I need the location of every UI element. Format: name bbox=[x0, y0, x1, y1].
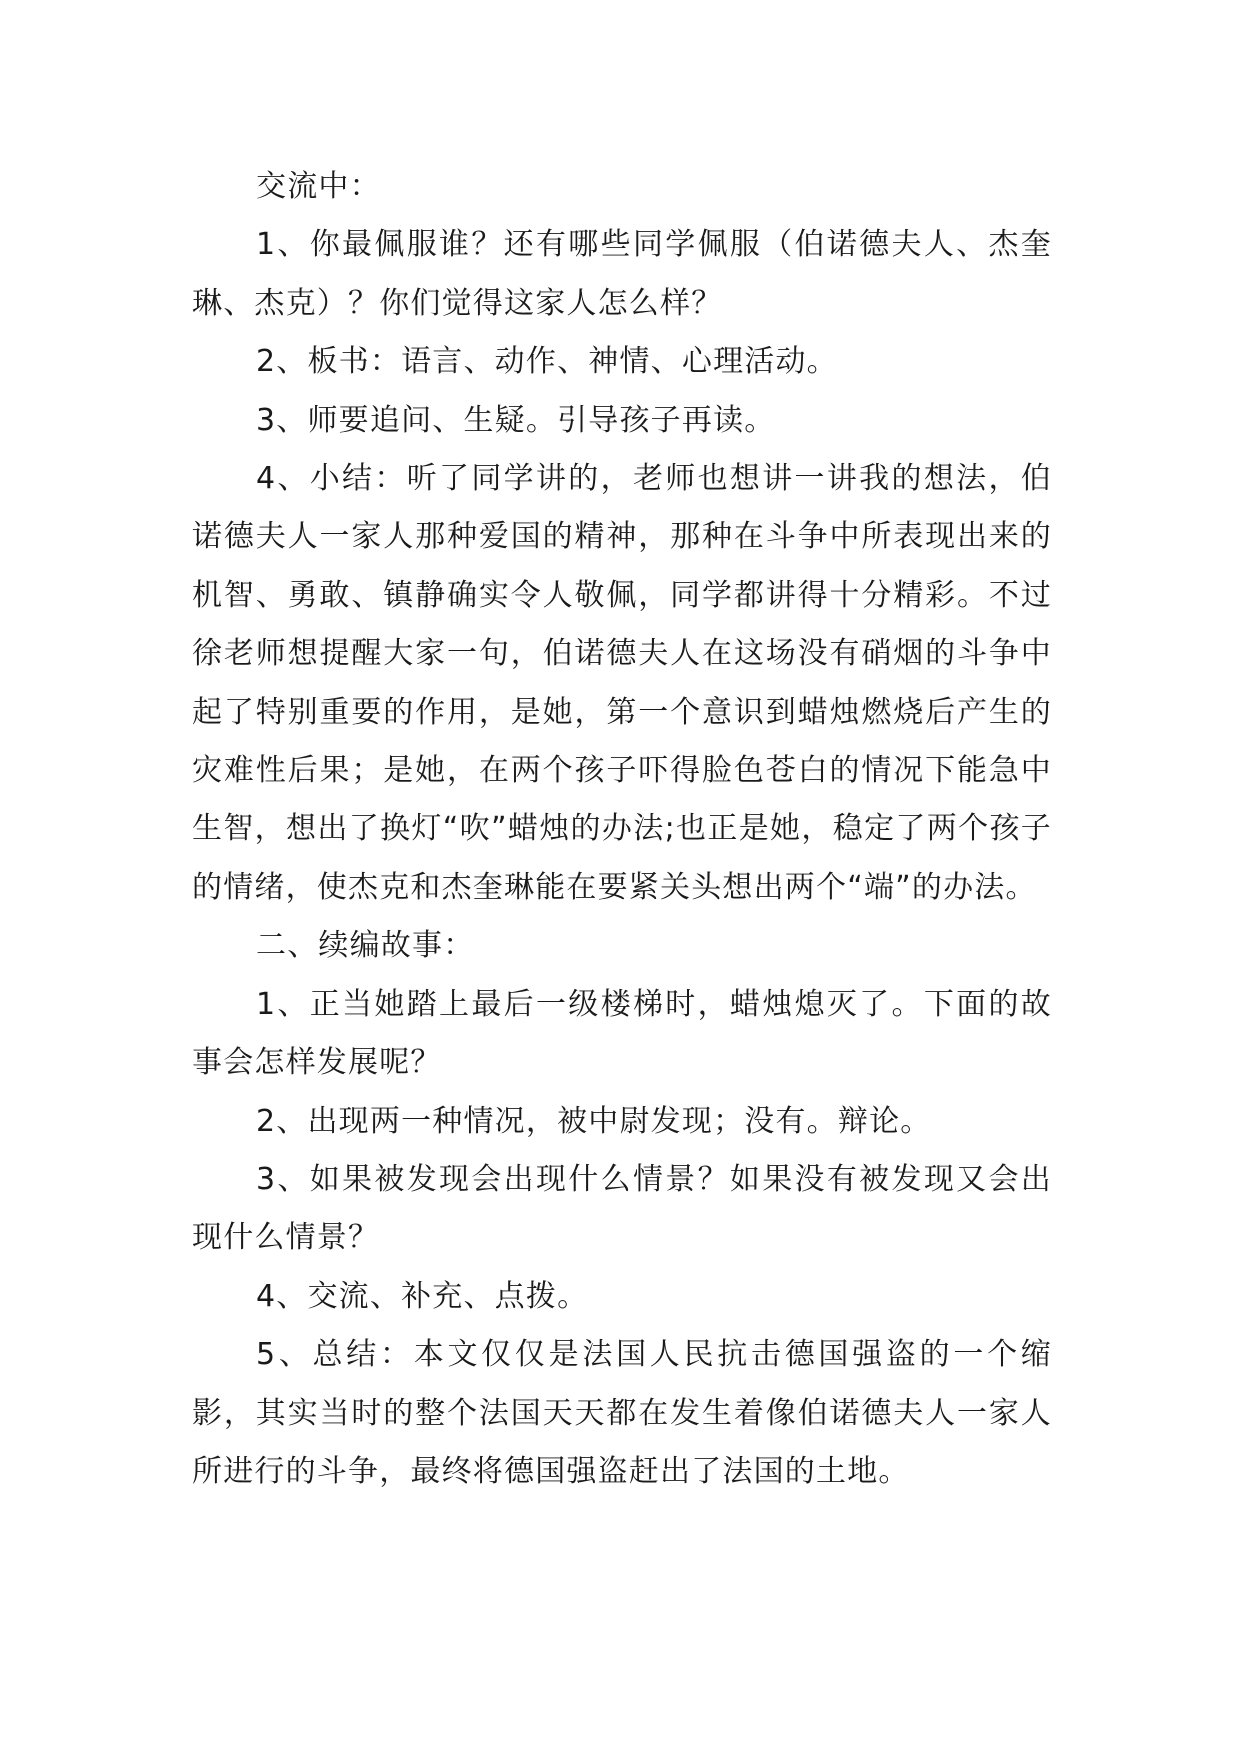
paragraph-section-two-heading: 二、续编故事： bbox=[256, 928, 475, 964]
paragraph-item-2: 2、板书：语言、动作、神情、心理活动。 bbox=[256, 344, 838, 380]
paragraph-item-4-summary: 4、小结：听了同学讲的，老师也想讲一讲我的想法，伯诺德夫人一家人那种爱国的精神，那种在斗争中所表现出来的机智、勇敢、镇静确实令人敬佩，同学都讲得十分精彩。不过徐老师想提醒大家一句，伯诺德夫人在这场没有硝烟的斗争中起了特别重要的作用，是她，第一个意识到蜡烛燃烧后产生的灾难性后果；是她，在两个孩子吓得脸色苍白的情况下能急中生智，想出了换灯“吹”蜡烛的办法;也正是她，稳定了两个孩子的情绪，使杰克和杰奎琳能在要紧关头想出两个“端”的办法。 bbox=[192, 461, 1052, 905]
paragraph-story-item-2: 2、出现两一种情况，被中尉发现；没有。辩论。 bbox=[256, 1103, 932, 1139]
paragraph-item-1: 1、你最佩服谁？还有哪些同学佩服（伯诺德夫人、杰奎琳、杰克）？你们觉得这家人怎么样？ bbox=[192, 227, 1052, 321]
paragraph-exchange-heading: 交流中： bbox=[256, 169, 381, 204]
paragraph-story-item-3: 3、如果被发现会出现什么情景？如果没有被发现又会出现什么情景？ bbox=[192, 1161, 1052, 1256]
document-body bbox=[192, 158, 1052, 1501]
paragraph-story-item-5-summary: 5、总结：本文仅仅是法国人民抗击德国强盗的一个缩影，其实当时的整个法国天天都在发生着像伯诺德夫人一家人所进行的斗争，最终将德国强盗赶出了法国的土地。 bbox=[192, 1337, 1052, 1489]
paragraph-item-3: 3、师要追问、生疑。引导孩子再读。 bbox=[256, 402, 776, 438]
paragraph-story-item-4: 4、交流、补充、点拨。 bbox=[256, 1278, 589, 1314]
paragraph-story-item-1: 1、正当她踏上最后一级楼梯时，蜡烛熄灭了。下面的故事会怎样发展呢？ bbox=[192, 986, 1052, 1081]
